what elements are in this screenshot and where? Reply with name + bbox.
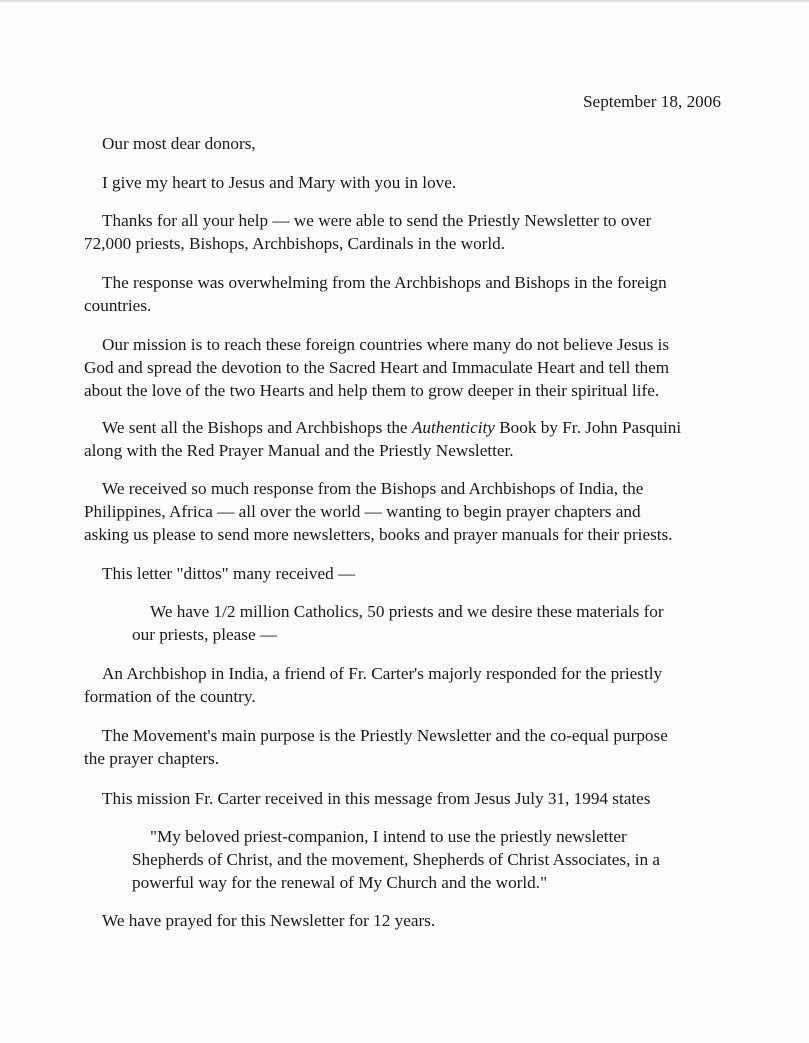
paragraph-3-line-2: countries. [84,296,152,315]
paragraph-5-text-a: We sent all the Bishops and Archbishops the [102,418,412,437]
paragraph-4 [84,333,734,402]
paragraph-10 [84,787,734,810]
paragraph-1 [84,171,734,194]
paragraph-8-line-2: formation of the country. [84,687,256,706]
paragraph-4-line-2: God and spread the devotion to the Sacred Heart and Immaculate Heart and tell them [84,358,670,377]
block-quote-2 [132,825,732,894]
paragraph-5-text-c: Book by Fr. John Pasquini [494,418,682,437]
paragraph-6-line-3: asking us please to send more newsletters, books and prayer manuals for their priests. [84,525,673,544]
paragraph-11 [84,909,734,932]
paragraph-6-line-1: We received so much response from the Bishops and Archbishops of India, the [102,479,644,498]
block-quote-1-line-2: our priests, please — [132,625,278,644]
paragraph-9-line-1: The Movement's main purpose is the Priestly Newsletter and the co-equal purpose [102,726,668,745]
letter-date: September 18, 2006 [583,92,721,111]
block-quote-1 [132,600,732,646]
paragraph-9-line-2: the prayer chapters. [84,749,220,768]
paragraph-9 [84,724,734,770]
block-quote-2-line-3: powerful way for the renewal of My Church and the world." [132,873,548,892]
block-quote-2-line-2: Shepherds of Christ, and the movement, Shepherds of Christ Associates, in a [132,850,660,869]
paragraph-11-line-1: We have prayed for this Newsletter for 12 years. [102,911,436,930]
paragraph-6-line-2: Philippines, Africa — all over the world — wanting to begin prayer chapters and [84,502,641,521]
paragraph-8 [84,662,734,708]
paragraph-2-line-1: Thanks for all your help — we were able to send the Priestly Newsletter to over [102,211,652,230]
paragraph-2 [84,209,734,255]
salutation [84,132,734,155]
paragraph-4-line-3: about the love of the two Hearts and help them to grow deeper in their spiritual life. [84,381,660,400]
paragraph-3 [84,271,734,317]
block-quote-1-line-1: We have 1/2 million Catholics, 50 priests and we desire these materials for [150,602,664,621]
paragraph-4-line-1: Our mission is to reach these foreign countries where many do not believe Jesus is [102,335,670,354]
paragraph-7-line-1: This letter "dittos" many received — [102,564,356,583]
paragraph-7 [84,562,734,585]
paragraph-5 [84,416,734,462]
paragraph-10-line-1: This mission Fr. Carter received in this message from Jesus July 31, 1994 states [102,789,651,808]
paragraph-3-line-1: The response was overwhelming from the Archbishops and Bishops in the foreign [102,273,667,292]
salutation-text: Our most dear donors, [102,134,256,153]
block-quote-2-line-1: "My beloved priest-companion, I intend to use the priestly newsletter [150,827,627,846]
paragraph-5-line-1 [84,416,734,439]
paragraph-5-line-2: along with the Red Prayer Manual and the Priestly Newsletter. [84,441,514,460]
scan-top-edge [0,0,809,3]
paragraph-2-line-2: 72,000 priests, Bishops, Archbishops, Cardinals in the world. [84,234,506,253]
paragraph-8-line-1: An Archbishop in India, a friend of Fr. Carter's majorly responded for the priestly [102,664,663,683]
paragraph-6 [84,477,734,546]
book-title-authenticity: Authenticity [411,418,495,437]
paragraph-1-line-1: I give my heart to Jesus and Mary with you in love. [102,173,457,192]
